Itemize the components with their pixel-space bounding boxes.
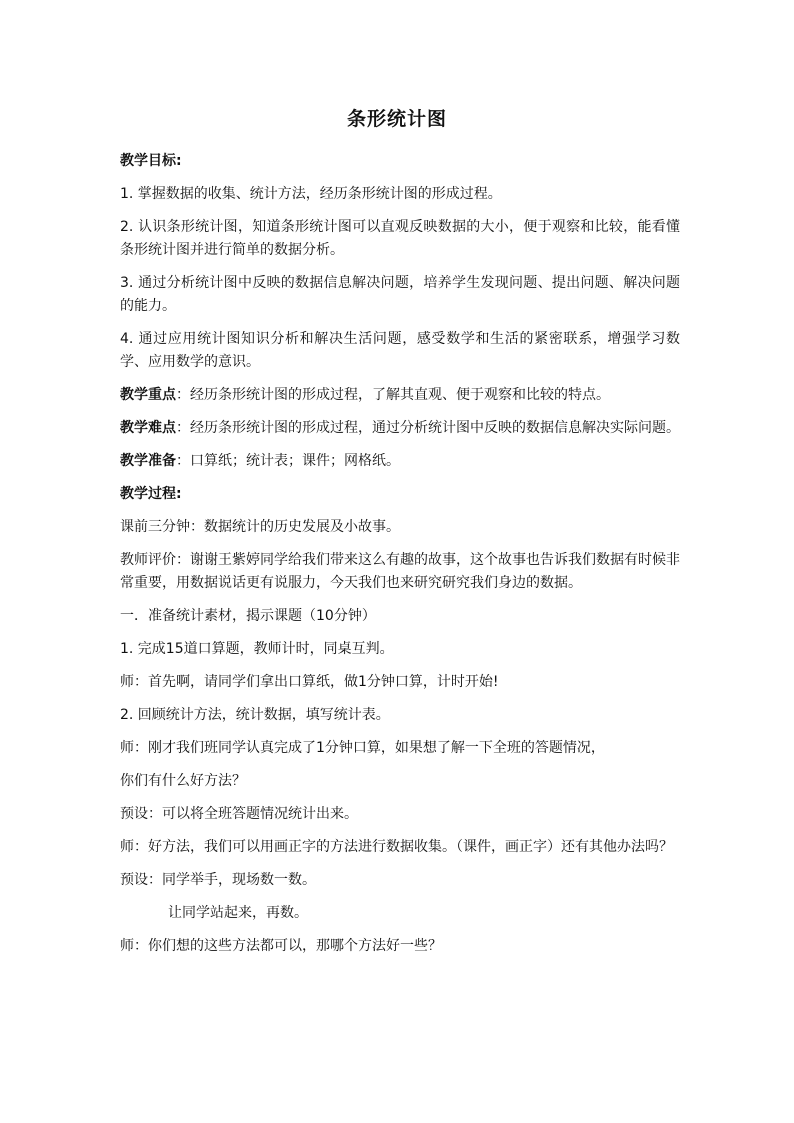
- process-paragraph: 你们有什么好方法？: [120, 773, 246, 789]
- process-paragraph: 师：你们想的这些方法都可以，那哪个方法好一些？: [120, 938, 442, 954]
- difficulty-label: 教学难点: [120, 420, 176, 436]
- objective-item: 3. 通过分析统计图中反映的数据信息解决问题，培养学生发现问题、提出问题、解决问题的能力。: [120, 275, 680, 314]
- prep-paragraph: [120, 450, 680, 473]
- difficulty-text: ：经历条形统计图的形成过程，通过分析统计图中反映的数据信息解决实际问题。: [176, 420, 680, 436]
- prep-text: ：口算纸；统计表；课件；网格纸。: [176, 453, 400, 469]
- document-body: [120, 150, 680, 968]
- process-paragraph: 2. 回顾统计方法，统计数据，填写统计表。: [120, 707, 390, 723]
- process-paragraph: 师：首先啊，请同学们拿出口算纸，做1分钟口算，计时开始!: [120, 674, 499, 690]
- process-heading: 教学过程:: [120, 486, 182, 502]
- key-point-paragraph: [120, 384, 680, 407]
- objective-item: 1. 掌握数据的收集、统计方法，经历条形统计图的形成过程。: [120, 186, 502, 202]
- page-title: 条形统计图: [346, 108, 447, 130]
- process-paragraph: 师：刚才我们班同学认真完成了1分钟口算，如果想了解一下全班的答题情况，: [120, 740, 605, 756]
- prep-label: 教学准备: [120, 453, 176, 469]
- section-heading: 一．准备统计素材，揭示课题（10分钟）: [120, 608, 376, 624]
- process-paragraph: 课前三分钟：数据统计的历史发展及小故事。: [120, 519, 400, 535]
- objectives-heading: 教学目标:: [120, 153, 182, 169]
- difficulty-paragraph: [120, 417, 680, 440]
- process-paragraph: 让同学站起来，再数。: [168, 905, 308, 921]
- objective-item: 4. 通过应用统计图知识分析和解决生活问题，感受数学和生活的紧密联系，增强学习数学、应用数学的意识。: [120, 331, 680, 370]
- key-point-text: ：经历条形统计图的形成过程，了解其直观、便于观察和比较的特点。: [176, 387, 610, 403]
- process-paragraph: 师：好方法，我们可以用画正字的方法进行数据收集。（课件，画正字）还有其他办法吗？: [120, 839, 673, 855]
- objective-item: 2. 认识条形统计图，知道条形统计图可以直观反映数据的大小，便于观察和比较，能看懂条形统计图并进行简单的数据分析。: [120, 219, 680, 258]
- process-paragraph: 教师评价：谢谢王紫婷同学给我们带来这么有趣的故事，这个故事也告诉我们数据有时候非常重要，用数据说话更有说服力，今天我们也来研究研究我们身边的数据。: [120, 552, 680, 591]
- process-paragraph: 1. 完成15道口算题，教师计时，同桌互判。: [120, 641, 394, 657]
- process-paragraph: 预设：可以将全班答题情况统计出来。: [120, 806, 358, 822]
- process-paragraph: 预设：同学举手，现场数一数。: [120, 872, 316, 888]
- key-point-label: 教学重点: [120, 387, 176, 403]
